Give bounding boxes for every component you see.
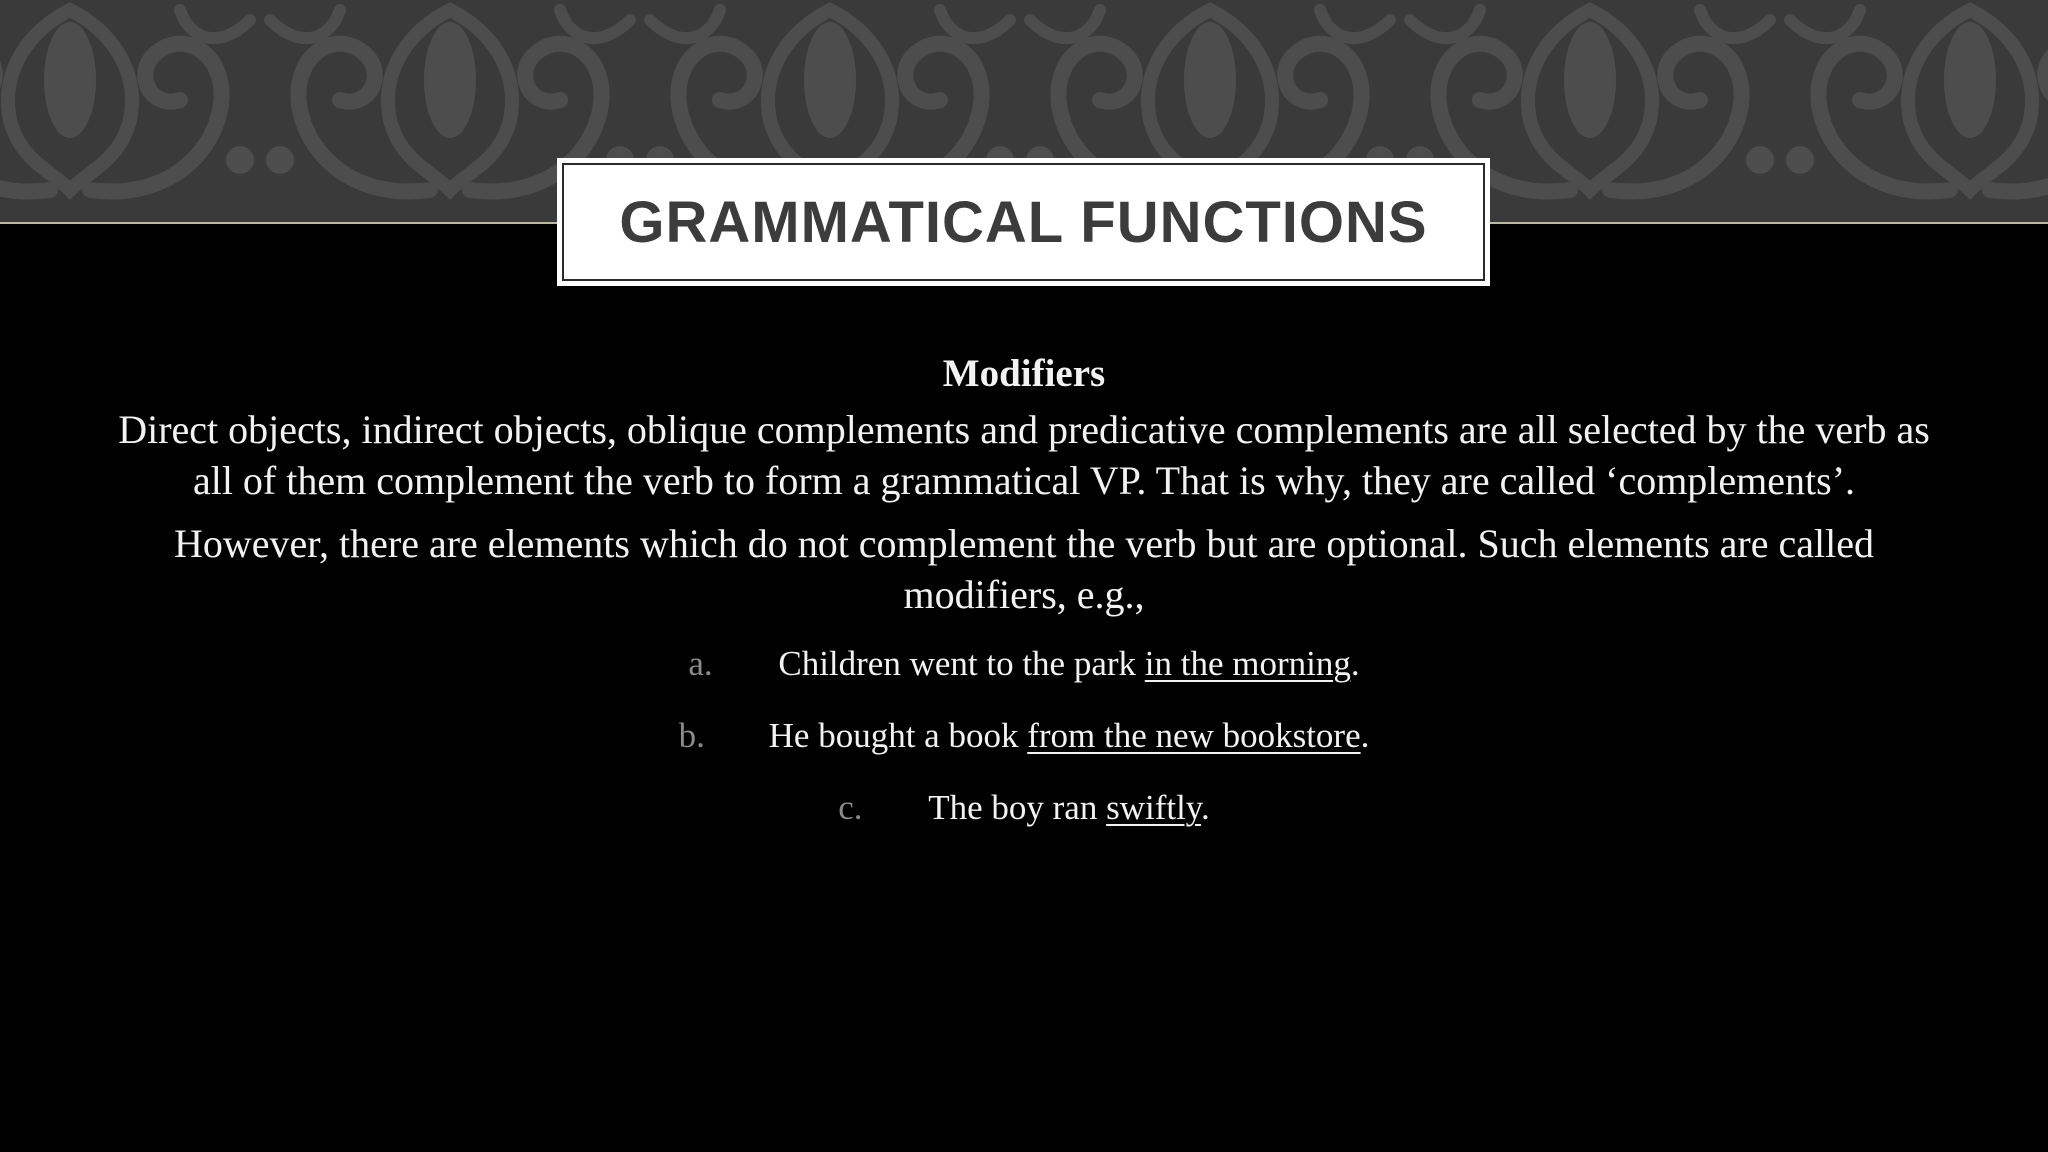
example-text <box>778 644 1359 683</box>
example-punctuation: . <box>1360 716 1370 755</box>
paragraph-modifiers: However, there are elements which do not complement the verb but are optional. Such elements are called modifiers, e.g., <box>174 521 1874 617</box>
example-text <box>928 788 1210 827</box>
slide-title: GRAMMATICAL FUNCTIONS <box>619 189 1428 255</box>
section-heading: Modifiers <box>942 352 1106 395</box>
slide-body <box>100 344 1948 858</box>
list-item <box>100 642 1948 686</box>
list-marker: a. <box>688 644 713 683</box>
example-plain-text: The boy ran <box>928 788 1107 827</box>
list-item <box>100 786 1948 830</box>
example-punctuation: . <box>1350 644 1360 683</box>
list-marker: b. <box>678 716 705 755</box>
example-text <box>769 716 1370 755</box>
example-punctuation: . <box>1201 788 1210 827</box>
modifier-underlined: in the morning <box>1144 644 1351 683</box>
paragraph-complements: Direct objects, indirect objects, oblique complements and predicative complements are all selected by the verb as all of them complement the verb to form a grammatical VP. That is why, they are called ‘complements’. <box>118 407 1930 503</box>
example-plain-text: Children went to the park <box>778 644 1145 683</box>
modifier-underlined: from the new bookstore <box>1027 716 1361 755</box>
list-item <box>100 714 1948 758</box>
example-list <box>100 642 1948 830</box>
modifier-underlined: swiftly <box>1106 788 1202 827</box>
title-box <box>557 158 1490 286</box>
example-plain-text: He bought a book <box>768 716 1028 755</box>
list-marker: c. <box>838 788 863 827</box>
